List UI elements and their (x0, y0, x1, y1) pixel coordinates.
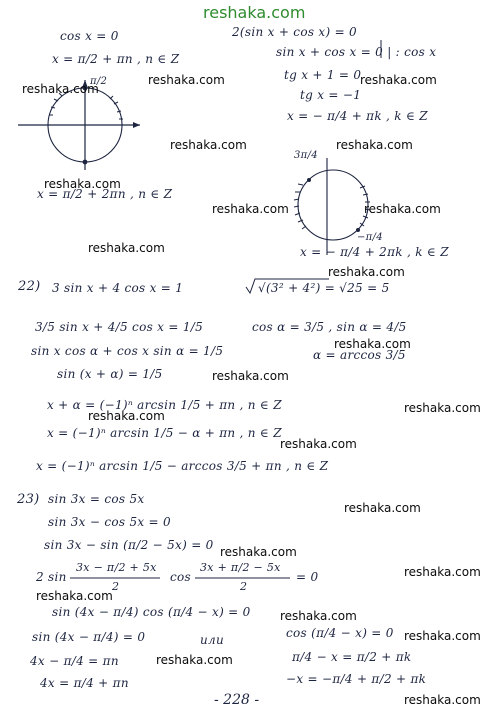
task-22-number: 22) (18, 279, 41, 294)
task-23-line5: sin (4x − π/4) cos (π/4 − x) = 0 (52, 605, 251, 619)
task-23-line2: sin 3x − cos 5x = 0 (48, 515, 171, 529)
task-23-or: или (200, 633, 224, 647)
task-23-cos: cos (170, 570, 192, 584)
eq-sum-zero: 2(sin x + cos x) = 0 (232, 25, 357, 39)
watermark: reshaka.com (170, 138, 247, 152)
circle-right-point-top (307, 178, 311, 182)
eq-x-minus-pi-4: x = − π/4 + πk , k ∈ Z (287, 109, 428, 123)
watermark: reshaka.com (22, 82, 99, 96)
task-22-sqrt: √(3² + 4²) = √25 = 5 (258, 281, 390, 295)
eq-solution-2pi-n: x = π/2 + 2πn , n ∈ Z (37, 187, 173, 201)
task-22-line5: x + α = (−1)ⁿ arcsin 1/5 + πn , n ∈ Z (47, 398, 282, 412)
watermark: reshaka.com (364, 202, 441, 216)
watermark: reshaka.com (404, 401, 481, 415)
watermark: reshaka.com (36, 589, 113, 603)
eq-tg-plus-one: tg x + 1 = 0 (284, 68, 362, 82)
circle-label-minus-pi-4: −π/4 (357, 232, 383, 243)
watermark: reshaka.com (212, 202, 289, 216)
watermark: reshaka.com (212, 369, 289, 383)
x-axis-arrow (133, 122, 140, 128)
task-23-eq-zero: = 0 (296, 570, 319, 584)
task-22-line4: sin (x + α) = 1/5 (57, 367, 163, 381)
eq-x-minus-pi-4-2pik: x = − π/4 + 2πk , k ∈ Z (300, 245, 449, 259)
watermark: reshaka.com (88, 409, 165, 423)
circle-label-3pi-4: 3π/4 (294, 150, 318, 161)
task-23-line8: 4x = π/4 + πn (40, 676, 129, 690)
task-23-frac2-den: 2 (240, 580, 248, 593)
task-22-line6: x = (−1)ⁿ arcsin 1/5 − α + πn , n ∈ Z (47, 426, 282, 440)
watermark: reshaka.com (344, 501, 421, 515)
eq-solution-pi-n: x = π/2 + πn , n ∈ Z (52, 52, 180, 66)
watermark: reshaka.com (404, 629, 481, 643)
watermark: reshaka.com (280, 609, 357, 623)
task-22-alpha-arccos: α = arccos 3/5 (313, 348, 406, 362)
site-title[interactable]: reshaka.com (203, 3, 306, 22)
watermark: reshaka.com (280, 437, 357, 451)
watermark: reshaka.com (328, 265, 405, 279)
task-23-line6c: cos (π/4 − x) = 0 (286, 626, 394, 640)
task-23-2sin: 2 sin (36, 570, 67, 584)
task-22-line1: 3 sin x + 4 cos x = 1 (52, 281, 184, 295)
task-23-line8b: −x = −π/4 + π/2 + πk (286, 672, 427, 686)
circle-label-pi-half: π/2 (90, 76, 108, 87)
task-23-line7b: π/4 − x = π/2 + πk (292, 650, 412, 664)
task-23-number: 23) (17, 492, 40, 507)
page-number: - 228 - (214, 692, 260, 708)
task-23-line1: sin 3x = cos 5x (48, 492, 145, 506)
eq-tg-minus-one: tg x = −1 (300, 88, 362, 102)
eq-divide-cos: sin x + cos x = 0 | : cos x (276, 45, 437, 59)
watermark: reshaka.com (148, 73, 225, 87)
watermark: reshaka.com (404, 565, 481, 579)
task-22-line7: x = (−1)ⁿ arcsin 1/5 − arccos 3/5 + πn , n ∈ Z (36, 459, 329, 473)
task-23-frac2-num: 3x + π/2 − 5x (200, 561, 281, 574)
task-23-frac1-den: 2 (112, 580, 120, 593)
watermark: reshaka.com (156, 653, 233, 667)
watermark: reshaka.com (334, 337, 411, 351)
watermark: reshaka.com (360, 73, 437, 87)
task-23-line3: sin 3x − sin (π/2 − 5x) = 0 (44, 538, 214, 552)
circle-left-point-bottom (83, 160, 88, 165)
task-23-frac1-num: 3x − π/2 + 5x (76, 561, 157, 574)
eq-cos-x-zero: cos x = 0 (60, 29, 119, 43)
task-22-line2: 3/5 sin x + 4/5 cos x = 1/5 (35, 320, 204, 334)
task-23-line7: 4x − π/4 = πn (30, 654, 119, 668)
circle-right-hatching-left (294, 184, 306, 229)
watermark: reshaka.com (44, 177, 121, 191)
task-22-line3: sin x cos α + cos x sin α = 1/5 (31, 344, 224, 358)
task-23-line6: sin (4x − π/4) = 0 (32, 630, 146, 644)
watermark: reshaka.com (220, 545, 297, 559)
watermark: reshaka.com (336, 138, 413, 152)
watermark: reshaka.com (88, 241, 165, 255)
task-22-cos-sin-alpha: cos α = 3/5 , sin α = 4/5 (252, 320, 407, 334)
watermark: reshaka.com (404, 693, 481, 707)
